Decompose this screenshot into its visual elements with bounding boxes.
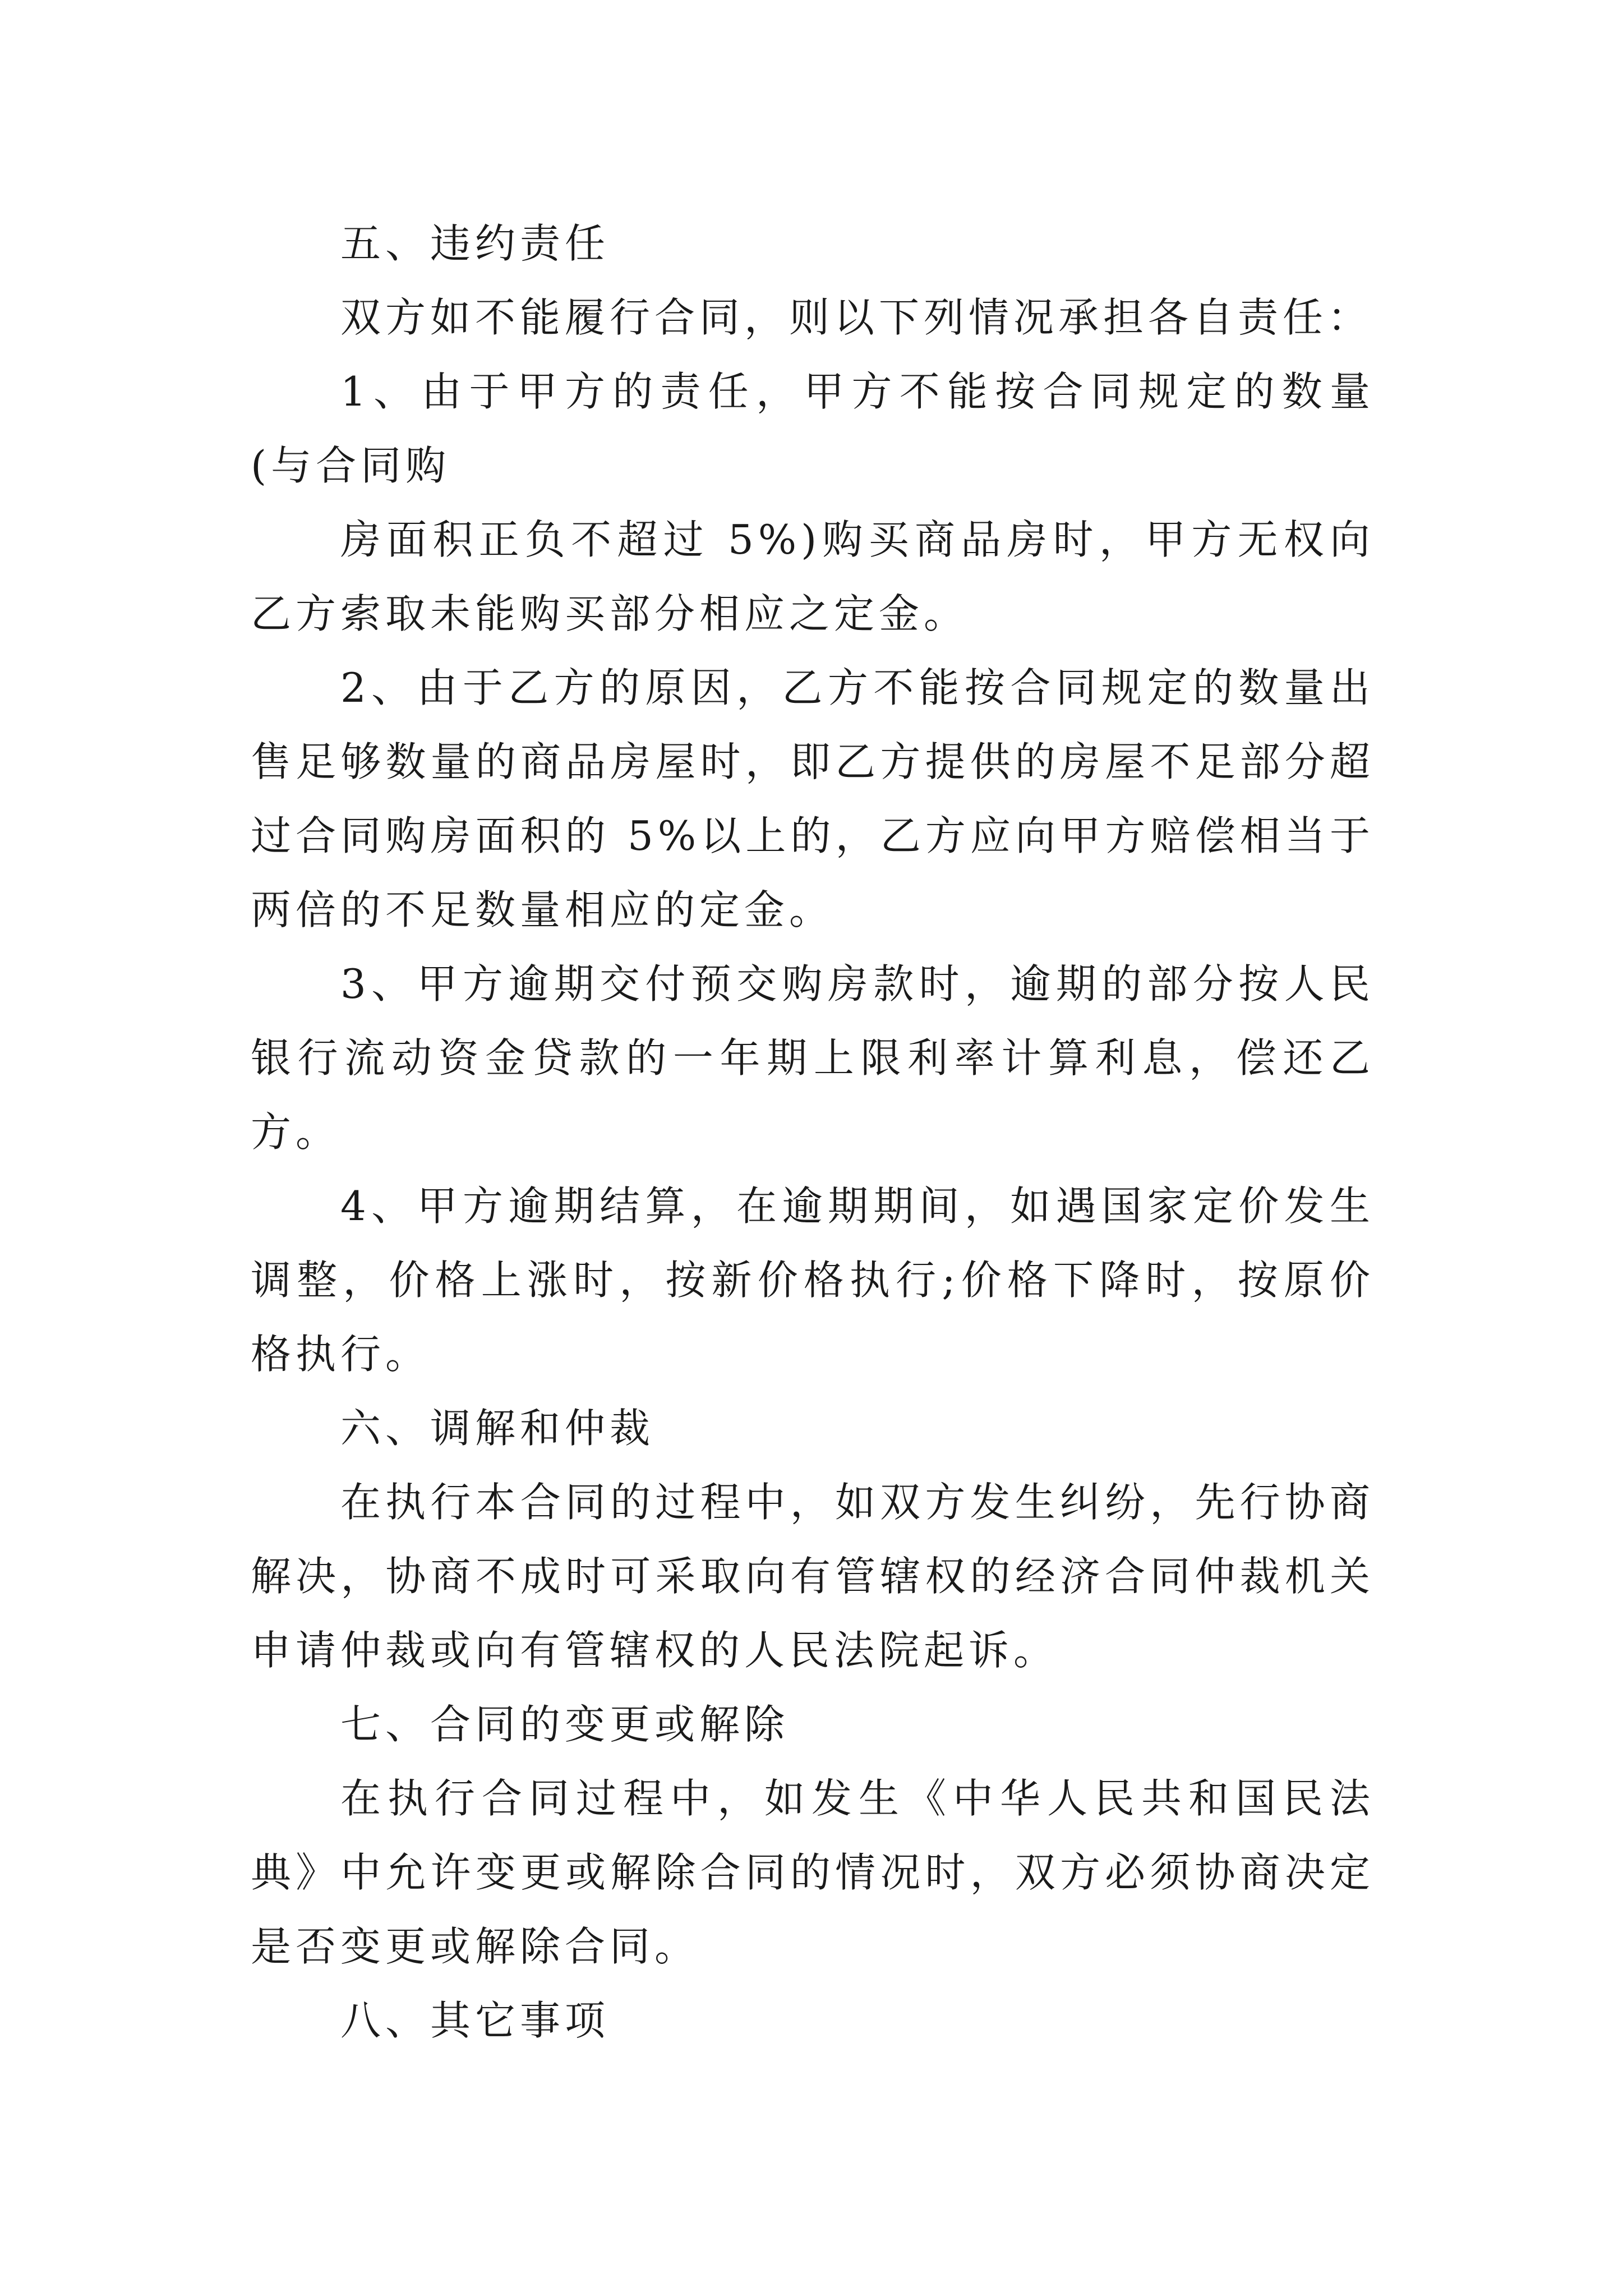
breach-item-1-continued-paragraph: 房面积正负不超过 5%)购买商品房时，甲方无权向乙方索取未能购买部分相应之定金。 (251, 516, 1375, 637)
breach-item-2-paragraph: 2、由于乙方的原因，乙方不能按合同规定的数量出售足够数量的商品房屋时，即乙方提供的房屋不足部分超过合同购房面积的 5%以上的，乙方应向甲方赔偿相当于两倍的不足数量相应的定金。 (251, 664, 1375, 933)
document-body (251, 206, 1375, 2058)
section-heading-breach-liability: 五、违约责任 (340, 220, 610, 267)
breach-intro-paragraph: 双方如不能履行合同，则以下列情况承担各自责任： (340, 294, 1373, 341)
section-heading-contract-change: 七、合同的变更或解除 (340, 1701, 790, 1748)
section-heading-mediation-arbitration: 六、调解和仲裁 (340, 1405, 655, 1452)
breach-item-3-paragraph: 3、甲方逾期交付预交购房款时，逾期的部分按人民银行流动资金贷款的一年期上限利率计算利息，偿还乙方。 (251, 960, 1375, 1156)
contract-change-paragraph: 在执行合同过程中，如发生《中华人民共和国民法典》中允许变更或解除合同的情况时，双方必须协商决定是否变更或解除合同。 (251, 1775, 1375, 1970)
section-heading-other-matters: 八、其它事项 (340, 1997, 610, 2044)
breach-item-1-paragraph: 1、由于甲方的责任，甲方不能按合同规定的数量(与合同购 (251, 368, 1375, 489)
mediation-arbitration-paragraph: 在执行本合同的过程中，如双方发生纠纷，先行协商解决，协商不成时可采取向有管辖权的经济合同仲裁机关申请仲裁或向有管辖权的人民法院起诉。 (251, 1479, 1375, 1674)
breach-item-4-paragraph: 4、甲方逾期结算，在逾期期间，如遇国家定价发生调整，价格上涨时，按新价格执行;价格下降时，按原价格执行。 (251, 1182, 1375, 1378)
